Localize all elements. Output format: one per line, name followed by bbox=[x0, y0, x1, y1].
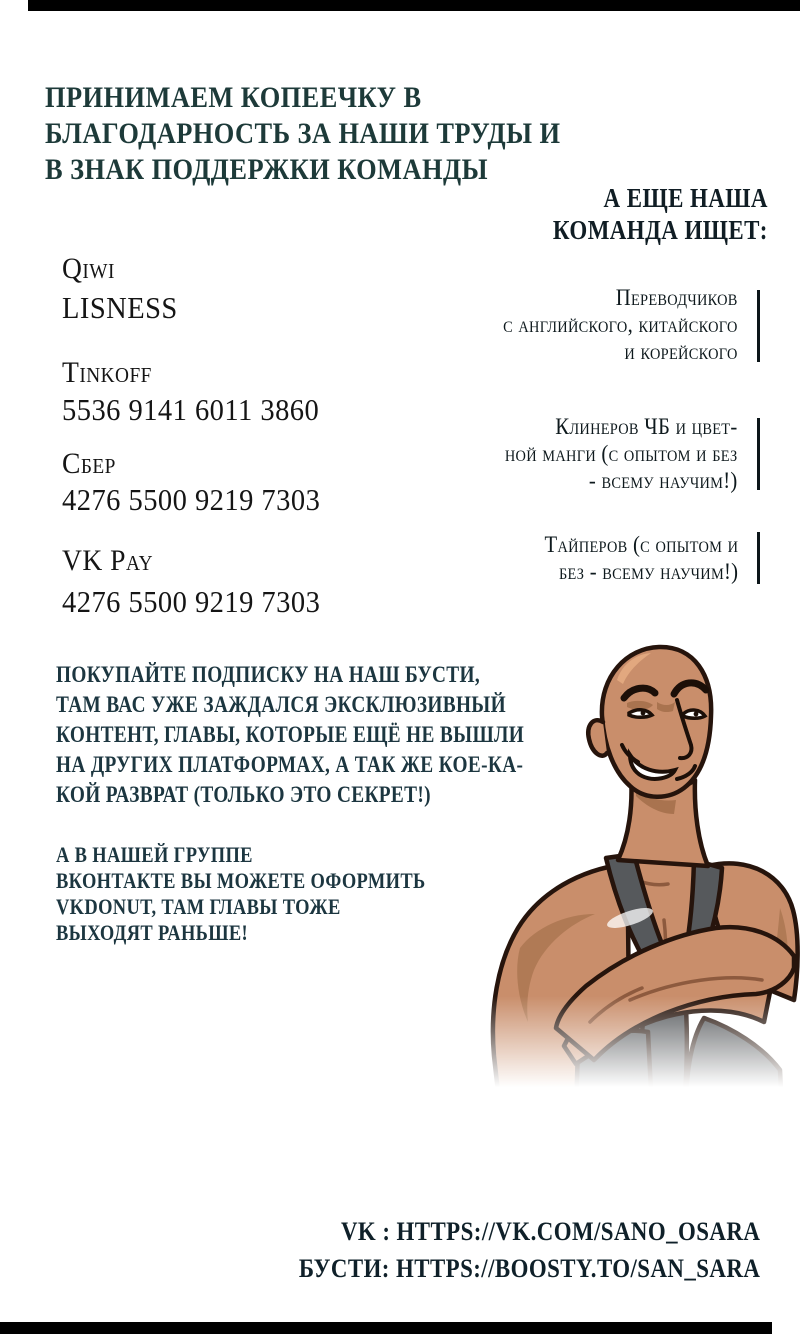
payment-value-qiwi: LISNESS bbox=[62, 290, 178, 325]
recruitment-item-line: - всему научим!) bbox=[589, 468, 738, 493]
boosty-promo-line: ПОКУПАЙТЕ ПОДПИСКУ НА НАШ БУСТИ, bbox=[56, 662, 481, 687]
payment-value-tinkoff: 5536 9141 6011 3860 bbox=[62, 392, 320, 427]
recruitment-item-cleaners bbox=[505, 413, 738, 494]
recruitment-heading-line: А ЕЩЕ НАША bbox=[603, 183, 768, 213]
mascot-svg bbox=[480, 618, 800, 1110]
top-black-bar bbox=[28, 0, 800, 11]
recruitment-item-translators bbox=[503, 284, 738, 365]
divider-bar bbox=[757, 532, 760, 584]
vk-promo-line: ВЫХОДЯТ РАНЬШЕ! bbox=[56, 920, 249, 945]
vk-promo-line: VKDONUT, ТАМ ГЛАВЫ ТОЖЕ bbox=[56, 894, 341, 919]
payment-method-sber: Сбер bbox=[62, 447, 116, 480]
social-links bbox=[299, 1213, 760, 1287]
vk-promo-line: А В НАШЕЙ ГРУППЕ bbox=[56, 842, 253, 867]
boosty-promo-line: КОЙ РАЗВРАТ (ТОЛЬКО ЭТО СЕКРЕТ!) bbox=[56, 782, 431, 807]
payment-value-vkpay: 4276 5500 9219 7303 bbox=[62, 584, 321, 619]
recruitment-item-line: Тайперов (с опытом и bbox=[544, 532, 738, 557]
recruitment-heading bbox=[553, 182, 768, 246]
payment-value-sber: 4276 5500 9219 7303 bbox=[62, 482, 321, 517]
recruitment-item-line: с английского, китайского bbox=[503, 312, 738, 337]
boosty-promo-text bbox=[56, 660, 524, 810]
recruitment-item-typesetters bbox=[544, 531, 738, 585]
page-title bbox=[45, 80, 561, 188]
payment-method-tinkoff: Tinkoff bbox=[62, 356, 152, 389]
boosty-link: БУСТИ: HTTPS://BOOSTY.TO/SAN_SARA bbox=[298, 1254, 760, 1283]
recruitment-item-line: ной манги (с опытом и без bbox=[505, 441, 738, 466]
page-title-line: БЛАГОДАРНОСТЬ ЗА НАШИ ТРУДЫ И bbox=[45, 117, 561, 150]
boosty-promo-line: КОНТЕНТ, ГЛАВЫ, КОТОРЫЕ ЕЩЁ НЕ ВЫШЛИ bbox=[56, 722, 525, 747]
page-title-line: В ЗНАК ПОДДЕРЖКИ КОМАНДЫ bbox=[45, 153, 488, 186]
bottom-black-bar bbox=[0, 1322, 772, 1334]
recruitment-heading-line: КОМАНДА ИЩЕТ: bbox=[553, 215, 768, 245]
page-title-line: ПРИНИМАЕМ КОПЕЕЧКУ В bbox=[45, 81, 422, 114]
payment-method-vkpay: VK Pay bbox=[62, 544, 154, 577]
vk-promo-line: ВКОНТАКТЕ ВЫ МОЖЕТЕ ОФОРМИТЬ bbox=[56, 868, 426, 893]
recruitment-item-line: Клинеров ЧБ и цвет- bbox=[555, 414, 738, 439]
divider-bar bbox=[757, 418, 760, 490]
mascot-illustration bbox=[480, 618, 800, 1110]
recruitment-item-line: Переводчиков bbox=[616, 285, 738, 310]
boosty-promo-line: НА ДРУГИХ ПЛАТФОРМАХ, А ТАК ЖЕ КОЕ-КА- bbox=[56, 752, 524, 777]
payment-method-qiwi: Qiwi bbox=[62, 252, 115, 285]
vk-promo-text bbox=[56, 842, 426, 946]
divider-bar bbox=[757, 290, 760, 362]
recruitment-item-line: и корейского bbox=[624, 339, 738, 364]
vk-link: VK : HTTPS://VK.COM/SANO_OSARA bbox=[340, 1217, 760, 1246]
boosty-promo-line: ТАМ ВАС УЖЕ ЗАЖДАЛСЯ ЭКСКЛЮЗИВНЫЙ bbox=[56, 692, 506, 717]
recruitment-item-line: без - всему научим!) bbox=[558, 559, 738, 584]
